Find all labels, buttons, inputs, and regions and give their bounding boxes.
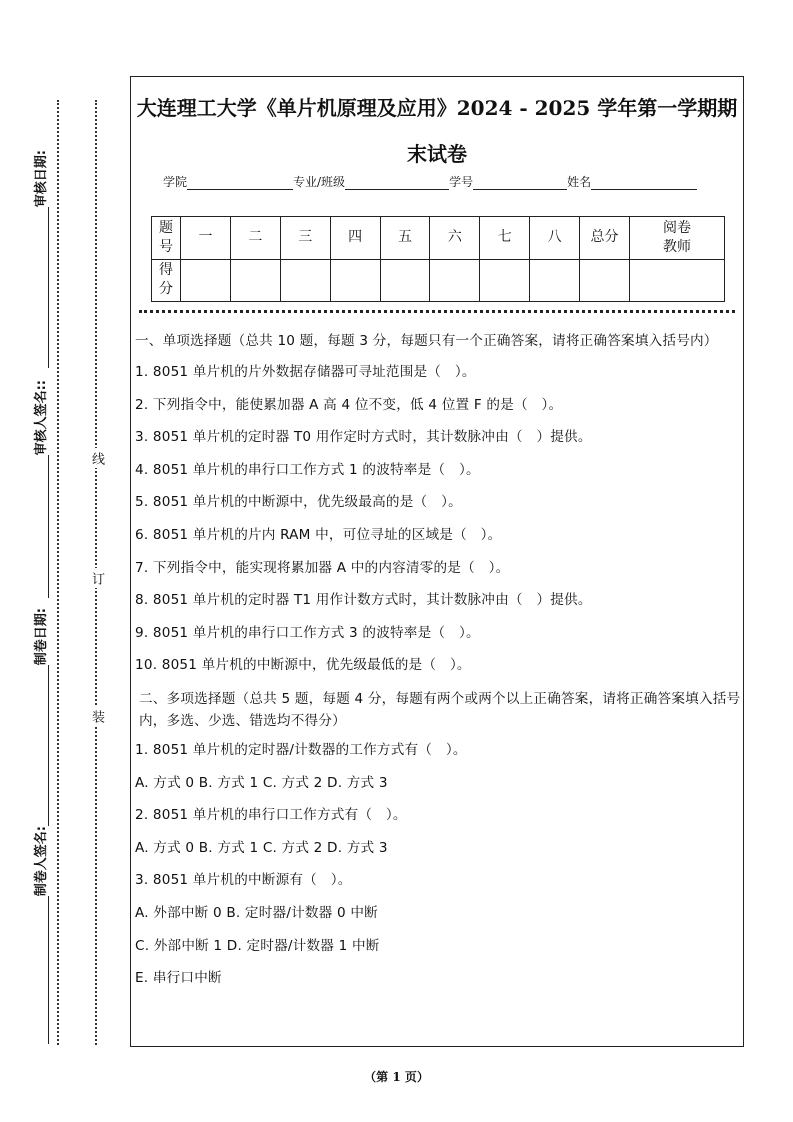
college-label: 学院 xyxy=(163,175,188,189)
binding-word-staple: 订 xyxy=(87,568,105,588)
section1-heading: 一、单项选择题（总共 10 题，每题 3 分，每题只有一个正确答案，请将正确答案填入括号内） xyxy=(135,333,718,349)
score-cell[interactable] xyxy=(230,259,280,302)
option-line: A. 方式 0 B. 方式 1 C. 方式 2 D. 方式 3 xyxy=(135,774,388,791)
reviewer-cell[interactable] xyxy=(630,259,725,302)
exam-title-line2: 末试卷 xyxy=(407,142,467,166)
name-label: 姓名 xyxy=(567,175,592,189)
column-header-reviewer: 阅卷 教师 xyxy=(630,217,725,260)
score-cell[interactable] xyxy=(181,259,231,302)
score-cell[interactable] xyxy=(330,259,380,302)
score-cell[interactable] xyxy=(380,259,430,302)
score-table-score-row xyxy=(152,259,725,302)
score-table-header-row xyxy=(152,217,725,260)
exam-title-line1: 大连理工大学《单片机原理及应用》2024 - 2025 学年第一学期期 xyxy=(136,96,738,120)
binding-word-line: 线 xyxy=(87,448,105,468)
question-item: 9. 8051 单片机的串行口工作方式 3 的波特率是（ ）。 xyxy=(135,624,480,641)
score-label: 得 分 xyxy=(152,259,181,302)
binding-dotted-line-outer xyxy=(57,100,59,1045)
option-line: C. 外部中断 1 D. 定时器/计数器 1 中断 xyxy=(135,937,380,954)
column-header: 二 xyxy=(230,217,280,260)
column-header: 八 xyxy=(530,217,580,260)
review-date-label: 审核日期: xyxy=(34,150,49,208)
question-item: 1. 8051 单片机的定时器/计数器的工作方式有（ ）。 xyxy=(135,741,467,758)
column-header: 七 xyxy=(480,217,530,260)
student-id-label: 学号 xyxy=(449,175,474,189)
major-class-label: 专业/班级 xyxy=(293,175,346,189)
student-id-input[interactable] xyxy=(473,177,567,190)
score-cell[interactable] xyxy=(280,259,330,302)
column-header: 六 xyxy=(430,217,480,260)
question-item: 3. 8051 单片机的定时器 T0 用作定时方式时，其计数脉冲由（ ）提供。 xyxy=(135,429,592,446)
question-item: 1. 8051 单片机的片外数据存储器可寻址范围是（ ）。 xyxy=(135,364,476,380)
review-date-field[interactable] xyxy=(22,150,56,370)
question-item: 2. 8051 单片机的串行口工作方式有（ ）。 xyxy=(135,807,407,824)
binding-word-bind: 装 xyxy=(87,706,105,726)
score-cell[interactable] xyxy=(430,259,480,302)
option-line: A. 方式 0 B. 方式 1 C. 方式 2 D. 方式 3 xyxy=(135,839,388,856)
compiler-signature-label: 制卷人签名: xyxy=(34,826,49,897)
major-class-input[interactable] xyxy=(345,177,449,190)
question-item: 7. 下列指令中，能实现将累加器 A 中的内容清零的是（ ）。 xyxy=(135,559,510,576)
column-header: 四 xyxy=(330,217,380,260)
dotted-separator xyxy=(139,310,735,313)
option-line: E. 串行口中断 xyxy=(135,970,222,987)
name-input[interactable] xyxy=(591,177,697,190)
question-item: 10. 8051 单片机的中断源中，优先级最低的是（ ）。 xyxy=(135,657,471,674)
exam-paper-frame xyxy=(130,76,744,1047)
score-table xyxy=(151,216,725,302)
section2-heading: 二、多项选择题（总共 5 题，每题 4 分，每题有两个或两个以上正确答案，请将正确答案填入括号内，多选、少选、错选均不得分） xyxy=(139,690,741,729)
student-info-row xyxy=(163,173,723,190)
college-input[interactable] xyxy=(187,177,293,190)
score-cell[interactable] xyxy=(530,259,580,302)
question-item: 3. 8051 单片机的中断源有（ ）。 xyxy=(135,872,352,889)
question-item: 8. 8051 单片机的定时器 T1 用作计数方式时，其计数脉冲由（ ）提供。 xyxy=(135,592,592,609)
question-item: 6. 8051 单片机的片内 RAM 中，可位寻址的区域是（ ）。 xyxy=(135,526,502,543)
question-item: 2. 下列指令中，能使累加器 A 高 4 位不变，低 4 位置 F 的是（ ）。 xyxy=(135,396,563,413)
compile-date-field[interactable] xyxy=(22,608,56,828)
compiler-signature-field[interactable] xyxy=(22,826,56,1046)
reviewer-signature-label: 审核人签名:: xyxy=(34,380,49,456)
reviewer-signature-field[interactable] xyxy=(22,380,56,600)
column-header-total: 总分 xyxy=(580,217,630,260)
question-item: 5. 8051 单片机的中断源中，优先级最高的是（ ）。 xyxy=(135,494,462,511)
score-cell-total[interactable] xyxy=(580,259,630,302)
compile-date-label: 制卷日期: xyxy=(34,608,49,666)
column-header: 三 xyxy=(280,217,330,260)
column-header: 一 xyxy=(181,217,231,260)
score-cell[interactable] xyxy=(480,259,530,302)
exam-content xyxy=(135,330,741,1001)
column-header: 五 xyxy=(380,217,430,260)
exam-title xyxy=(131,85,743,177)
question-item: 4. 8051 单片机的串行口工作方式 1 的波特率是（ ）。 xyxy=(135,461,480,478)
question-number-label: 题 号 xyxy=(152,217,181,260)
option-line: A. 外部中断 0 B. 定时器/计数器 0 中断 xyxy=(135,904,378,921)
page-number: （第 1 页） xyxy=(364,1070,429,1084)
